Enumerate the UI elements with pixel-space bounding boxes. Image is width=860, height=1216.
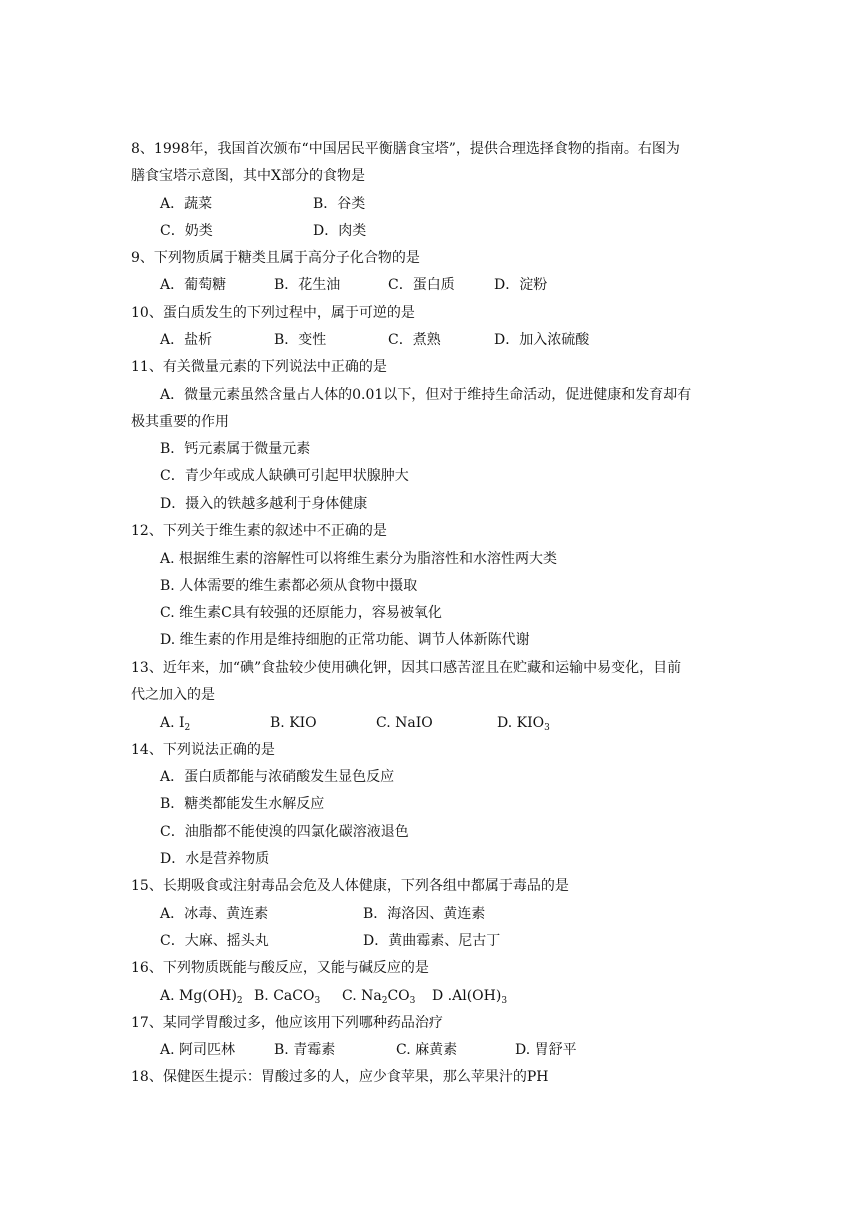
q15-option-c: C．大麻、摇头丸	[160, 933, 269, 949]
q10-option-d: D．加入浓硫酸	[494, 332, 590, 348]
q11-option-d: D．摄入的铁越多越利于身体健康	[160, 496, 368, 512]
q16-option-b: B. CaCO$_3$	[254, 988, 321, 1006]
q9-option-b: B．花生油	[274, 277, 341, 293]
q11-option-c: C．青少年或成人缺碘可引起甲状腺肿大	[160, 468, 409, 484]
q15-stem: 15、长期吸食或注射毒品会危及人体健康，下列各组中都属于毒品的是	[131, 878, 569, 894]
q14-option-a: A．蛋白质都能与浓硝酸发生显色反应	[160, 769, 395, 785]
q11-option-a-line2: 极其重要的作用	[131, 414, 229, 430]
q16-option-c: C. $Na_2CO_3$	[342, 988, 416, 1006]
q8-stem-line1: 8、1998年，我国首次颁布“中国居民平衡膳食宝塔”，提供合理选择食物的指南。右图为	[131, 141, 680, 157]
q11-option-a-line1: A．微量元素虽然含量占人体的0.01以下，但对于维持生命活动，促进健康和发育却有	[160, 387, 692, 403]
q8-option-a: A．蔬菜	[160, 196, 213, 212]
q13-stem-line1: 13、近年来，加“碘”食盐较少使用碘化钾，因其口感苦涩且在贮藏和运输中易变化，目前	[131, 660, 682, 676]
q8-stem-line2: 膳食宝塔示意图，其中X部分的食物是	[131, 168, 365, 184]
q13-option-d: D. $KIO_3$	[497, 715, 550, 733]
q17-option-a: A. 阿司匹林	[160, 1042, 236, 1058]
q11-option-b: B．钙元素属于微量元素	[160, 441, 311, 457]
q9-option-a: A．葡萄糖	[160, 277, 227, 293]
q15-option-d: D．黄曲霉素、尼古丁	[363, 933, 501, 949]
q15-option-b: B．海洛因、黄连素	[363, 906, 486, 922]
q17-option-c: C. 麻黄素	[396, 1042, 458, 1058]
q14-option-d: D．水是营养物质	[160, 851, 270, 867]
q16-stem: 16、下列物质既能与酸反应，又能与碱反应的是	[131, 960, 429, 976]
q12-option-b: B. 人体需要的维生素都必须从食物中摄取	[160, 578, 418, 594]
q14-option-c: C．油脂都不能使溴的四氯化碳溶液退色	[160, 824, 409, 840]
q12-option-c: C. 维生素C具有较强的还原能力，容易被氧化	[160, 605, 442, 621]
q10-stem: 10、蛋白质发生的下列过程中，属于可逆的是	[131, 305, 415, 321]
q15-option-a: A．冰毒、黄连素	[160, 906, 269, 922]
q17-option-d: D. 胃舒平	[515, 1042, 577, 1058]
q12-stem: 12、下列关于维生素的叙述中不正确的是	[131, 523, 387, 539]
q9-stem: 9、下列物质属于糖类且属于高分子化合物的是	[131, 250, 420, 266]
q10-option-a: A．盐析	[160, 332, 213, 348]
q13-option-c: C. NaIO	[376, 715, 433, 731]
q12-option-a: A. 根据维生素的溶解性可以将维生素分为脂溶性和水溶性两大类	[160, 551, 558, 567]
q10-option-b: B．变性	[274, 332, 327, 348]
q17-option-b: B. 青霉素	[274, 1042, 336, 1058]
q16-option-d: D $.Al(OH)_3$	[432, 988, 508, 1006]
q13-stem-line2: 代之加入的是	[131, 687, 215, 703]
q18-stem: 18、保健医生提示：胃酸过多的人，应少食苹果，那么苹果汁的PH	[131, 1069, 549, 1085]
q8-option-d: D．肉类	[313, 223, 367, 239]
q9-option-c: C．蛋白质	[388, 277, 455, 293]
q14-option-b: B．糖类都能发生水解反应	[160, 796, 325, 812]
q10-option-c: C．煮熟	[388, 332, 441, 348]
q16-option-a: A. $Mg(OH)_2$	[160, 988, 243, 1006]
q13-option-a: A. $I_2$	[160, 715, 191, 733]
q8-option-b: B．谷类	[313, 196, 366, 212]
q11-stem: 11、有关微量元素的下列说法中正确的是	[131, 359, 387, 375]
q17-stem: 17、某同学胃酸过多，他应该用下列哪种药品治疗	[131, 1015, 443, 1031]
q9-option-d: D．淀粉	[494, 277, 548, 293]
q14-stem: 14、下列说法正确的是	[131, 742, 275, 758]
q8-option-c: C．奶类	[160, 223, 213, 239]
q13-option-b: B. KIO	[270, 715, 317, 731]
q12-option-d: D. 维生素的作用是维持细胞的正常功能、调节人体新陈代谢	[160, 632, 530, 648]
